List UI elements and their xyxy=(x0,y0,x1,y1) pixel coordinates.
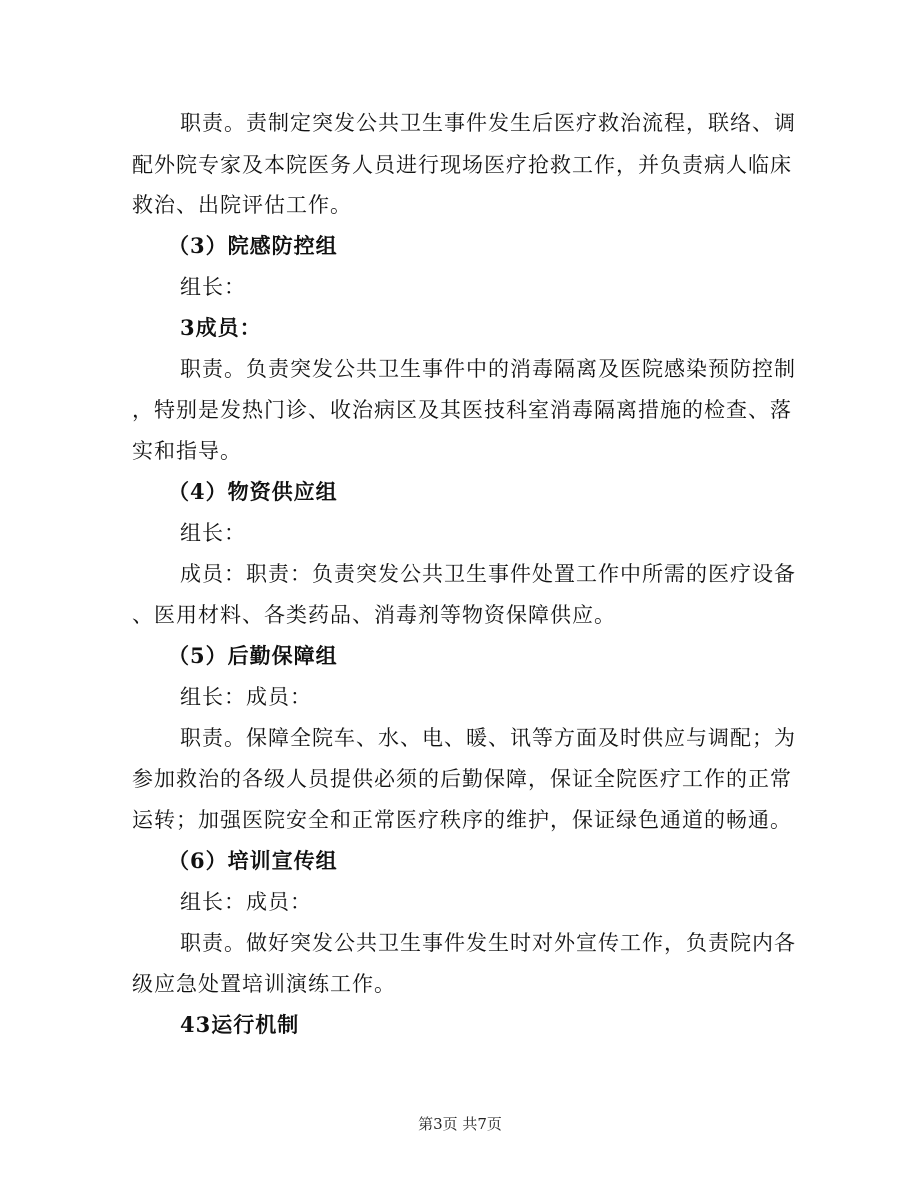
paragraph-line: 职责。保障全院车、水、电、暖、讯等方面及时供应与调配；为 xyxy=(180,726,796,750)
group-leader-line: 组长：成员： xyxy=(180,685,312,709)
paragraph-line: 成员：职责：负责突发公共卫生事件处置工作中所需的医疗设备 xyxy=(180,562,796,586)
paragraph-line: 参加救治的各级人员提供必须的后勤保障，保证全院医疗工作的正常 xyxy=(132,767,792,791)
paragraph-line: 运转；加强医院安全和正常医疗秩序的维护，保证绿色通道的畅通。 xyxy=(132,808,792,832)
section-heading-infection-control: （3）院感防控组 xyxy=(168,233,338,258)
paragraph-line: 职责。责制定突发公共卫生事件发生后医疗救治流程，联络、调 xyxy=(180,111,796,135)
paragraph-line: 配外院专家及本院医务人员进行现场医疗抢救工作，并负责病人临床 xyxy=(132,153,792,177)
paragraph-line: 职责。负责突发公共卫生事件中的消毒隔离及医院感染预防控制 xyxy=(180,357,796,381)
paragraph-line: ，特别是发热门诊、收治病区及其医技科室消毒隔离措施的检查、落 xyxy=(132,398,792,422)
paragraph-line: 级应急处置培训演练工作。 xyxy=(132,972,396,996)
group-leader-line: 组长： xyxy=(180,521,246,545)
paragraph-line: 职责。做好突发公共卫生事件发生时对外宣传工作，负责院内各 xyxy=(180,931,796,955)
group-leader-line: 组长： xyxy=(180,275,246,299)
section-heading-supply: （4）物资供应组 xyxy=(168,479,338,504)
section-heading-operation: 43运行机制 xyxy=(180,1012,300,1037)
page-indicator: 第3页 共7页 xyxy=(418,1115,502,1133)
section-heading-logistics: （5）后勤保障组 xyxy=(168,643,338,668)
paragraph-line: 实和指导。 xyxy=(132,439,242,463)
section-heading-training: （6）培训宣传组 xyxy=(168,848,338,873)
group-leader-line: 组长：成员： xyxy=(180,890,312,914)
group-members-line: 3成员： xyxy=(180,315,262,340)
paragraph-line: 救治、出院评估工作。 xyxy=(132,193,352,217)
paragraph-line: 、医用材料、各类药品、消毒剂等物资保障供应。 xyxy=(132,603,616,627)
